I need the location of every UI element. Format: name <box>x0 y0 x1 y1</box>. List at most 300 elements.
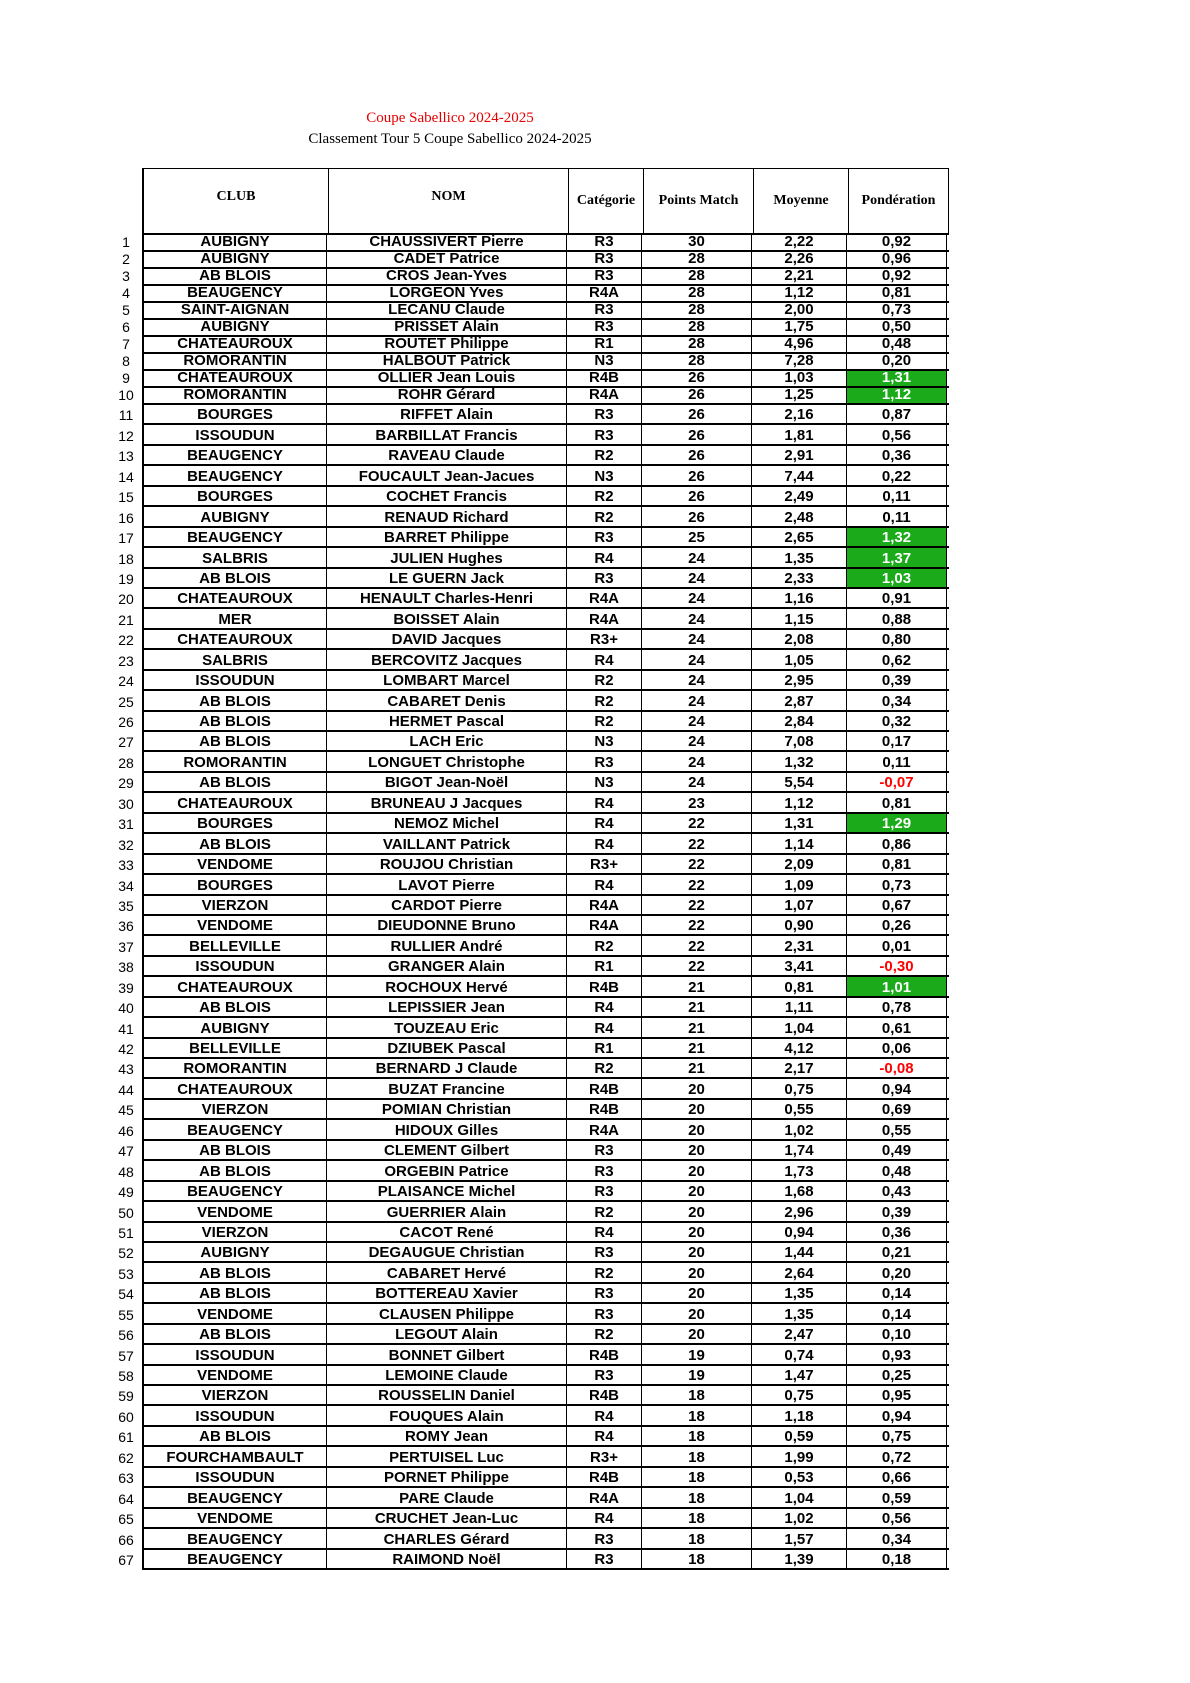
cell-nom: LEPISSIER Jean <box>327 998 567 1016</box>
cell-club: VIERZON <box>142 1386 327 1404</box>
cell-categorie: R2 <box>567 712 642 730</box>
row-rank: 26 <box>118 715 134 730</box>
cell-categorie: R3+ <box>567 630 642 648</box>
cell-categorie: R4 <box>567 1427 642 1445</box>
cell-moyenne: 1,47 <box>752 1366 847 1384</box>
cell-club: AB BLOIS <box>142 1325 327 1343</box>
cell-ponderation: 0,20 <box>847 354 947 369</box>
cell-club: BEAUGENCY <box>142 446 327 464</box>
cell-ponderation: 0,10 <box>847 1325 947 1343</box>
cell-nom: LAVOT Pierre <box>327 875 567 893</box>
cell-moyenne: 1,12 <box>752 286 847 301</box>
header-points-match: Points Match <box>644 169 754 233</box>
cell-points: 22 <box>642 814 752 832</box>
cell-nom: PARE Claude <box>327 1488 567 1506</box>
cell-points: 24 <box>642 671 752 689</box>
cell-moyenne: 1,81 <box>752 425 847 443</box>
cell-categorie: N3 <box>567 773 642 791</box>
cell-club: BEAUGENCY <box>142 1120 327 1138</box>
cell-ponderation: 0,95 <box>847 1386 947 1404</box>
cell-club: BELLEVILLE <box>142 936 327 954</box>
row-rank: 54 <box>118 1287 134 1303</box>
table-row <box>118 671 949 691</box>
cell-nom: LEGOUT Alain <box>327 1325 567 1343</box>
cell-club: BEAUGENCY <box>142 1529 327 1547</box>
cell-ponderation: 0,17 <box>847 732 947 750</box>
cell-categorie: R1 <box>567 337 642 352</box>
cell-ponderation: 0,11 <box>847 752 947 770</box>
cell-points: 23 <box>642 793 752 811</box>
table-row <box>118 1366 949 1386</box>
cell-moyenne: 0,94 <box>752 1223 847 1241</box>
row-rank: 66 <box>118 1532 134 1548</box>
table-row <box>118 855 949 875</box>
cell-categorie: R4 <box>567 1406 642 1424</box>
header-ponderation: Pondération <box>849 169 949 233</box>
cell-categorie: R3 <box>567 303 642 318</box>
cell-points: 22 <box>642 916 752 934</box>
cell-points: 20 <box>642 1100 752 1118</box>
cell-club: AB BLOIS <box>142 773 327 791</box>
cell-ponderation: 0,56 <box>847 425 947 443</box>
cell-categorie: R2 <box>567 936 642 954</box>
table-row <box>118 405 949 425</box>
cell-points: 26 <box>642 466 752 484</box>
cell-points: 24 <box>642 548 752 566</box>
row-rank: 50 <box>118 1205 134 1221</box>
row-rank: 2 <box>122 252 130 267</box>
cell-club: FOURCHAMBAULT <box>142 1447 327 1465</box>
cell-nom: BRUNEAU J Jacques <box>327 793 567 811</box>
cell-points: 22 <box>642 896 752 914</box>
cell-points: 30 <box>642 235 752 250</box>
row-rank: 33 <box>118 858 134 874</box>
cell-points: 20 <box>642 1182 752 1200</box>
cell-nom: RIFFET Alain <box>327 405 567 423</box>
cell-nom: NEMOZ Michel <box>327 814 567 832</box>
cell-ponderation: 0,14 <box>847 1284 947 1302</box>
cell-nom: BOTTEREAU Xavier <box>327 1284 567 1302</box>
cell-ponderation: 0,49 <box>847 1141 947 1159</box>
cell-ponderation: 0,62 <box>847 650 947 668</box>
cell-nom: ROHR Gérard <box>327 388 567 403</box>
header-moyenne: Moyenne <box>754 169 849 233</box>
row-rank: 36 <box>118 919 134 935</box>
cell-moyenne: 1,04 <box>752 1018 847 1036</box>
document-title: Coupe Sabellico 2024-2025 <box>366 110 534 126</box>
row-rank: 4 <box>122 286 130 301</box>
cell-points: 20 <box>642 1325 752 1343</box>
cell-moyenne: 2,08 <box>752 630 847 648</box>
cell-club: AUBIGNY <box>142 252 327 267</box>
cell-moyenne: 0,53 <box>752 1468 847 1486</box>
cell-club: ISSOUDUN <box>142 425 327 443</box>
cell-ponderation: 0,34 <box>847 1529 947 1547</box>
cell-moyenne: 1,99 <box>752 1447 847 1465</box>
cell-points: 20 <box>642 1263 752 1281</box>
cell-ponderation: 0,96 <box>847 252 947 267</box>
cell-nom: ROUTET Philippe <box>327 337 567 352</box>
cell-categorie: N3 <box>567 354 642 369</box>
table-row <box>118 1345 949 1365</box>
cell-points: 20 <box>642 1223 752 1241</box>
cell-categorie: R3 <box>567 320 642 335</box>
cell-categorie: R2 <box>567 507 642 525</box>
cell-points: 18 <box>642 1529 752 1547</box>
cell-categorie: R4A <box>567 916 642 934</box>
table-row <box>122 337 949 354</box>
cell-moyenne: 1,16 <box>752 589 847 607</box>
cell-ponderation: 0,75 <box>847 1427 947 1445</box>
row-rank: 22 <box>118 633 134 649</box>
cell-points: 28 <box>642 337 752 352</box>
cell-points: 20 <box>642 1243 752 1261</box>
cell-points: 21 <box>642 998 752 1016</box>
cell-nom: HERMET Pascal <box>327 712 567 730</box>
cell-moyenne: 2,16 <box>752 405 847 423</box>
row-rank: 30 <box>118 796 134 812</box>
cell-club: AB BLOIS <box>142 998 327 1016</box>
table-row <box>122 320 949 337</box>
cell-categorie: R3 <box>567 425 642 443</box>
cell-categorie: R3 <box>567 1304 642 1322</box>
cell-ponderation: -0,08 <box>847 1059 947 1077</box>
cell-ponderation: 0,91 <box>847 589 947 607</box>
cell-ponderation: 0,93 <box>847 1345 947 1363</box>
row-rank: 60 <box>118 1409 134 1425</box>
table-row <box>118 589 949 609</box>
cell-categorie: R4 <box>567 548 642 566</box>
cell-points: 18 <box>642 1509 752 1527</box>
cell-categorie: R4A <box>567 1488 642 1506</box>
cell-points: 21 <box>642 1059 752 1077</box>
cell-moyenne: 1,03 <box>752 371 847 386</box>
cell-nom: PERTUISEL Luc <box>327 1447 567 1465</box>
cell-club: BOURGES <box>142 814 327 832</box>
row-rank: 35 <box>118 898 134 914</box>
cell-categorie: N3 <box>567 466 642 484</box>
table-row <box>118 1100 949 1120</box>
cell-points: 24 <box>642 569 752 587</box>
cell-categorie: R4A <box>567 1120 642 1138</box>
cell-nom: PORNET Philippe <box>327 1468 567 1486</box>
cell-categorie: R3 <box>567 528 642 546</box>
cell-ponderation: 0,69 <box>847 1100 947 1118</box>
cell-ponderation: 0,81 <box>847 286 947 301</box>
cell-moyenne: 2,65 <box>752 528 847 546</box>
cell-moyenne: 1,04 <box>752 1488 847 1506</box>
cell-club: ROMORANTIN <box>142 354 327 369</box>
cell-moyenne: 1,35 <box>752 1284 847 1302</box>
cell-moyenne: 3,41 <box>752 957 847 975</box>
cell-ponderation: 0,56 <box>847 1509 947 1527</box>
table-row <box>118 1243 949 1263</box>
table-row <box>118 1182 949 1202</box>
cell-ponderation: 0,66 <box>847 1468 947 1486</box>
cell-moyenne: 2,21 <box>752 269 847 284</box>
cell-club: VENDOME <box>142 855 327 873</box>
cell-ponderation: 0,39 <box>847 1202 947 1220</box>
cell-club: BEAUGENCY <box>142 528 327 546</box>
row-rank: 61 <box>118 1430 134 1446</box>
cell-points: 24 <box>642 609 752 627</box>
table-row <box>118 834 949 854</box>
cell-moyenne: 4,12 <box>752 1039 847 1057</box>
cell-nom: JULIEN Hughes <box>327 548 567 566</box>
cell-categorie: R2 <box>567 446 642 464</box>
cell-club: VENDOME <box>142 1304 327 1322</box>
cell-categorie: R3 <box>567 1243 642 1261</box>
row-rank: 27 <box>118 735 134 751</box>
cell-nom: POMIAN Christian <box>327 1100 567 1118</box>
cell-points: 22 <box>642 936 752 954</box>
row-rank: 59 <box>118 1389 134 1405</box>
cell-ponderation: 0,67 <box>847 896 947 914</box>
cell-categorie: R4 <box>567 1509 642 1527</box>
table-row <box>118 507 949 527</box>
cell-points: 21 <box>642 1018 752 1036</box>
table-row <box>118 528 949 548</box>
cell-nom: ROUJOU Christian <box>327 855 567 873</box>
row-rank: 55 <box>118 1307 134 1323</box>
document-subtitle: Classement Tour 5 Coupe Sabellico 2024-2025 <box>308 131 592 147</box>
cell-points: 21 <box>642 1039 752 1057</box>
cell-categorie: R3 <box>567 252 642 267</box>
cell-points: 28 <box>642 303 752 318</box>
row-rank: 37 <box>118 939 134 955</box>
cell-points: 18 <box>642 1550 752 1568</box>
cell-nom: VAILLANT Patrick <box>327 834 567 852</box>
cell-club: BEAUGENCY <box>142 1182 327 1200</box>
cell-moyenne: 2,31 <box>752 936 847 954</box>
cell-nom: ROMY Jean <box>327 1427 567 1445</box>
table-row <box>118 487 949 507</box>
cell-nom: BOISSET Alain <box>327 609 567 627</box>
cell-categorie: R4B <box>567 1079 642 1097</box>
table-row <box>118 1427 949 1447</box>
table-row <box>118 1447 949 1467</box>
cell-ponderation: 0,80 <box>847 630 947 648</box>
cell-nom: RAVEAU Claude <box>327 446 567 464</box>
cell-moyenne: 2,33 <box>752 569 847 587</box>
cell-ponderation: 0,36 <box>847 1223 947 1241</box>
table-row <box>118 1263 949 1283</box>
cell-moyenne: 1,39 <box>752 1550 847 1568</box>
cell-moyenne: 1,12 <box>752 793 847 811</box>
row-rank: 10 <box>118 388 134 403</box>
cell-nom: PLAISANCE Michel <box>327 1182 567 1200</box>
cell-nom: CLAUSEN Philippe <box>327 1304 567 1322</box>
cell-moyenne: 7,08 <box>752 732 847 750</box>
cell-club: AUBIGNY <box>142 507 327 525</box>
cell-ponderation: 0,92 <box>847 269 947 284</box>
cell-points: 19 <box>642 1345 752 1363</box>
row-rank: 38 <box>118 960 134 976</box>
cell-categorie: R2 <box>567 1325 642 1343</box>
table-row <box>118 793 949 813</box>
cell-ponderation: 0,06 <box>847 1039 947 1057</box>
row-rank: 51 <box>118 1225 134 1241</box>
cell-points: 20 <box>642 1079 752 1097</box>
row-rank: 44 <box>118 1082 134 1098</box>
cell-nom: CABARET Denis <box>327 691 567 709</box>
cell-club: BEAUGENCY <box>142 1550 327 1568</box>
cell-categorie: R4A <box>567 609 642 627</box>
cell-ponderation: 1,03 <box>847 569 947 587</box>
cell-categorie: R4A <box>567 388 642 403</box>
table-row <box>118 650 949 670</box>
row-rank: 16 <box>118 510 134 526</box>
cell-points: 22 <box>642 855 752 873</box>
cell-nom: TOUZEAU Eric <box>327 1018 567 1036</box>
cell-club: AB BLOIS <box>142 732 327 750</box>
cell-categorie: R4 <box>567 998 642 1016</box>
cell-categorie: R3 <box>567 1366 642 1384</box>
cell-nom: LONGUET Christophe <box>327 752 567 770</box>
cell-club: AB BLOIS <box>142 1427 327 1445</box>
table-row <box>118 1509 949 1529</box>
cell-club: AUBIGNY <box>142 235 327 250</box>
cell-ponderation: 0,88 <box>847 609 947 627</box>
cell-nom: ORGEBIN Patrice <box>327 1161 567 1179</box>
cell-nom: BIGOT Jean-Noël <box>327 773 567 791</box>
cell-club: AUBIGNY <box>142 1018 327 1036</box>
table-header <box>142 168 949 235</box>
row-rank: 9 <box>122 371 130 386</box>
cell-points: 26 <box>642 425 752 443</box>
cell-nom: OLLIER Jean Louis <box>327 371 567 386</box>
cell-moyenne: 1,07 <box>752 896 847 914</box>
row-rank: 48 <box>118 1164 134 1180</box>
cell-moyenne: 2,95 <box>752 671 847 689</box>
cell-ponderation: 0,32 <box>847 712 947 730</box>
cell-categorie: R4 <box>567 1223 642 1241</box>
cell-categorie: R4A <box>567 896 642 914</box>
row-rank: 63 <box>118 1471 134 1487</box>
cell-nom: HALBOUT Patrick <box>327 354 567 369</box>
cell-nom: RENAUD Richard <box>327 507 567 525</box>
cell-points: 24 <box>642 712 752 730</box>
cell-points: 24 <box>642 589 752 607</box>
cell-points: 18 <box>642 1406 752 1424</box>
cell-ponderation: 0,48 <box>847 337 947 352</box>
cell-club: CHATEAUROUX <box>142 630 327 648</box>
cell-nom: FOUQUES Alain <box>327 1406 567 1424</box>
cell-club: ROMORANTIN <box>142 388 327 403</box>
row-rank: 23 <box>118 653 134 669</box>
cell-moyenne: 0,75 <box>752 1079 847 1097</box>
table-row <box>122 286 949 303</box>
cell-nom: ROUSSELIN Daniel <box>327 1386 567 1404</box>
cell-club: AB BLOIS <box>142 691 327 709</box>
cell-categorie: R3 <box>567 1141 642 1159</box>
cell-club: BOURGES <box>142 875 327 893</box>
cell-moyenne: 1,25 <box>752 388 847 403</box>
row-rank: 28 <box>118 755 134 771</box>
cell-categorie: R4B <box>567 1468 642 1486</box>
cell-nom: LOMBART Marcel <box>327 671 567 689</box>
header-categorie: Catégorie <box>569 169 644 233</box>
header-club: CLUB <box>144 169 329 233</box>
cell-nom: DAVID Jacques <box>327 630 567 648</box>
cell-club: VIERZON <box>142 896 327 914</box>
cell-nom: LEMOINE Claude <box>327 1366 567 1384</box>
row-rank: 20 <box>118 592 134 608</box>
cell-points: 22 <box>642 834 752 852</box>
cell-categorie: R4B <box>567 977 642 995</box>
cell-nom: DEGAUGUE Christian <box>327 1243 567 1261</box>
table-row <box>118 936 949 956</box>
table-row <box>118 773 949 793</box>
cell-categorie: R2 <box>567 1202 642 1220</box>
cell-ponderation: 0,18 <box>847 1550 947 1568</box>
cell-moyenne: 5,54 <box>752 773 847 791</box>
cell-club: VIERZON <box>142 1223 327 1241</box>
table-row <box>118 1018 949 1038</box>
table-row <box>118 1141 949 1161</box>
cell-moyenne: 2,26 <box>752 252 847 267</box>
table-row <box>118 896 949 916</box>
cell-moyenne: 2,49 <box>752 487 847 505</box>
row-rank: 18 <box>118 551 134 567</box>
table-row <box>118 425 949 445</box>
cell-club: AB BLOIS <box>142 1141 327 1159</box>
cell-club: SALBRIS <box>142 650 327 668</box>
cell-points: 24 <box>642 732 752 750</box>
cell-moyenne: 1,02 <box>752 1120 847 1138</box>
cell-moyenne: 2,17 <box>752 1059 847 1077</box>
cell-categorie: R4B <box>567 371 642 386</box>
cell-categorie: R3 <box>567 569 642 587</box>
row-rank: 8 <box>122 354 130 369</box>
cell-ponderation: 0,78 <box>847 998 947 1016</box>
cell-categorie: R4B <box>567 1100 642 1118</box>
cell-points: 24 <box>642 630 752 648</box>
cell-points: 18 <box>642 1386 752 1404</box>
table-row <box>118 732 949 752</box>
table-row <box>118 1039 949 1059</box>
row-rank: 40 <box>118 1001 134 1017</box>
cell-ponderation: 1,12 <box>847 388 947 403</box>
cell-moyenne: 1,73 <box>752 1161 847 1179</box>
row-rank: 3 <box>122 269 130 284</box>
row-rank: 41 <box>118 1021 134 1037</box>
cell-moyenne: 2,96 <box>752 1202 847 1220</box>
table-row <box>118 957 949 977</box>
cell-moyenne: 2,84 <box>752 712 847 730</box>
cell-ponderation: 0,14 <box>847 1304 947 1322</box>
cell-categorie: N3 <box>567 732 642 750</box>
table-row <box>122 235 949 252</box>
cell-categorie: R2 <box>567 1059 642 1077</box>
cell-moyenne: 1,35 <box>752 1304 847 1322</box>
cell-nom: CADET Patrice <box>327 252 567 267</box>
cell-moyenne: 1,32 <box>752 752 847 770</box>
table-row <box>118 1120 949 1140</box>
row-rank: 19 <box>118 571 134 587</box>
cell-ponderation: 0,50 <box>847 320 947 335</box>
cell-moyenne: 2,87 <box>752 691 847 709</box>
cell-moyenne: 0,75 <box>752 1386 847 1404</box>
cell-club: AB BLOIS <box>142 834 327 852</box>
cell-moyenne: 1,31 <box>752 814 847 832</box>
table-row <box>122 354 949 371</box>
cell-club: ISSOUDUN <box>142 1345 327 1363</box>
cell-categorie: R3 <box>567 1529 642 1547</box>
cell-points: 20 <box>642 1202 752 1220</box>
table-body <box>118 235 949 1570</box>
cell-moyenne: 1,02 <box>752 1509 847 1527</box>
